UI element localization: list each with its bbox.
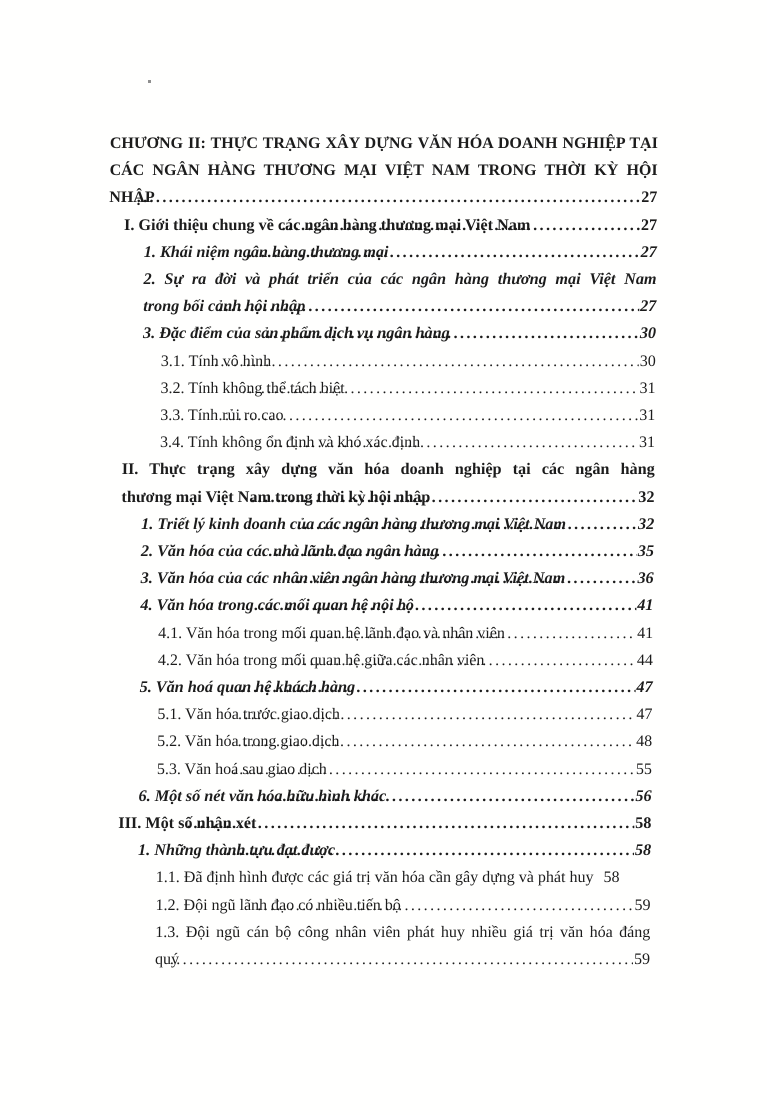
- toc-entry-text: 1. Triết lý kinh doanh của các ngân hàng thương mại Việt Nam: [141, 514, 567, 533]
- toc-entry-last-line: [158, 620, 653, 647]
- toc-entry-last-line: [140, 674, 653, 701]
- dot-leader: [184, 810, 634, 837]
- page-number: 35: [637, 542, 655, 561]
- toc-entry-text: 6. Một số nét văn hóa hữu hình khác: [138, 786, 387, 805]
- dot-leader: [248, 484, 637, 511]
- dot-leader: [294, 511, 637, 538]
- dot-leader: [216, 293, 640, 320]
- page-number: 27: [640, 242, 657, 261]
- toc-entry-last-line: [124, 212, 657, 239]
- dot-leader: [235, 728, 636, 755]
- toc-entry-text: 1. Những thành tựu đạt được: [137, 841, 336, 860]
- dot-leader: [294, 565, 637, 592]
- toc-entry-last-line: [141, 538, 654, 565]
- toc-entry-text: 3.3. Tính rủi ro cao: [160, 407, 284, 425]
- toc-entry: [102, 892, 650, 919]
- page-number: 41: [637, 596, 654, 615]
- toc-entry: [107, 375, 655, 402]
- page-number: 32: [638, 487, 655, 506]
- toc-entry-last-line: [141, 565, 654, 592]
- page-number: 41: [637, 624, 654, 642]
- dot-leader: [254, 892, 633, 919]
- toc-entry-text: III. Một số nhận xét: [118, 814, 257, 833]
- toc-entry: [106, 565, 654, 592]
- toc-entry-text: trong bối cảnh hội nhập: [143, 297, 306, 316]
- toc-entry-last-line: [160, 375, 655, 402]
- toc-entry-last-line: [143, 320, 656, 347]
- toc-entry-text-line: CÁC NGÂN HÀNG THƯƠNG MẠI VIỆT NAM TRONG THỜI KỲ HỘI: [109, 162, 658, 180]
- toc-entry: [107, 429, 655, 456]
- toc-entry: [108, 266, 657, 320]
- toc-entry-text: 5. Văn hoá quan hệ khách hàng: [139, 678, 356, 697]
- toc-entry-text: 4.1. Văn hóa trong mối quan hệ lãnh đạo và nhân viên: [158, 624, 505, 642]
- toc-entry-last-line: [156, 864, 651, 891]
- toc-entry-last-line: [140, 592, 653, 619]
- toc-entry-last-line: [141, 511, 654, 538]
- toc-entry: [108, 320, 656, 347]
- dot-leader: [215, 402, 638, 429]
- toc-entry: [104, 756, 652, 783]
- dot-leader: [251, 592, 636, 619]
- toc-entry-last-line: [155, 892, 650, 919]
- page-number: 55: [635, 760, 652, 778]
- toc-entry-text-line: II. Thực trạng xây dựng văn hóa doanh nghiệp tại các ngân hàng: [121, 460, 655, 479]
- toc-entry: [106, 456, 655, 510]
- toc-entry: [105, 647, 653, 674]
- page-number: 47: [636, 706, 653, 724]
- toc-entry-text-line: CHƯƠNG II: THỰC TRẠNG XÂY DỰNG VĂN HÓA DOANH NGHIỆP TẠI: [109, 135, 658, 152]
- toc-entry-text: 2. Văn hóa của các nhà lãnh đạo ngân hàng: [140, 542, 439, 561]
- page-number: 27: [640, 215, 658, 234]
- toc-entry: [108, 348, 656, 375]
- toc-entry: [104, 728, 652, 755]
- toc-entry: [103, 864, 651, 891]
- toc-entry-text: 1.1. Đã định hình được các giá trị văn hóa cần gây dựng và phát huy: [155, 869, 594, 887]
- toc-entry-text: 3. Văn hóa của các nhân viên ngân hàng thương mại Việt Nam: [140, 569, 566, 588]
- toc-entry: [105, 592, 653, 619]
- toc-entry-last-line: [109, 184, 657, 211]
- toc-entry: [105, 620, 653, 647]
- toc-entry-text: 1.2. Đội ngũ lãnh đạo có nhiều tiến bộ: [155, 896, 401, 914]
- toc-entry-text: 5.2. Văn hóa trong giao dịch: [157, 733, 340, 751]
- dot-leader: [230, 756, 635, 783]
- dot-leader: [281, 647, 636, 674]
- page-number: 36: [637, 569, 654, 588]
- page-number: 32: [637, 514, 655, 533]
- dot-leader: [231, 674, 635, 701]
- toc-entry-text: thương mại Việt Nam trong thời kỳ hội nhập: [121, 487, 431, 506]
- dot-leader: [241, 783, 634, 810]
- toc-entry-last-line: [157, 728, 652, 755]
- toc-entry-text: 4.2. Văn hóa trong mối quan hệ giữa các nhân viên: [157, 651, 485, 669]
- page-number: 58: [634, 841, 652, 860]
- page-number: 44: [636, 651, 653, 669]
- toc-entry-text-line: 1.3. Đội ngũ cán bộ công nhân viên phát huy nhiều giá trị văn hóa đáng: [155, 923, 651, 941]
- toc-entry-text: 5.1. Văn hóa trước giao dịch: [157, 706, 341, 724]
- page-number: 59: [634, 896, 651, 914]
- page-number: 58: [635, 814, 652, 833]
- toc-entry-text: 1. Khái niệm ngân hàng thương mại: [143, 242, 389, 261]
- toc-entry-last-line: [158, 647, 653, 674]
- dot-leader: [259, 538, 637, 565]
- toc-entry-last-line: [138, 837, 651, 864]
- toc-entry-text: I. Giới thiệu chung về các ngân hàng thương mại Việt Nam: [124, 215, 531, 234]
- dot-leader: [134, 184, 641, 211]
- dot-leader: [239, 375, 639, 402]
- page-number: 31: [638, 434, 656, 452]
- toc-entry-text: 5.3. Văn hoá sau giao dịch: [156, 760, 327, 778]
- dot-leader: [279, 212, 640, 239]
- scan-artifact-dot: [148, 80, 151, 83]
- toc-entry-last-line: [144, 239, 657, 266]
- toc-entry-text: quý: [154, 951, 180, 969]
- dot-leader: [167, 946, 633, 973]
- dot-leader: [264, 320, 639, 347]
- page-number: 30: [639, 352, 656, 370]
- page-number: 31: [639, 379, 656, 397]
- toc-entry-last-line: [160, 402, 655, 429]
- dot-leader: [235, 701, 636, 728]
- page-number: 27: [640, 297, 657, 316]
- toc-entry-text: 4. Văn hóa trong các mối quan hệ nội bộ: [140, 596, 414, 615]
- toc-entry-text: NHẬP: [109, 189, 155, 207]
- toc-entry-last-line: [121, 484, 654, 511]
- toc-entry-text-line: 2. Sự ra đời và phát triển của các ngân hàng thương mại Việt Nam: [143, 270, 657, 289]
- toc-entry-last-line: [118, 810, 651, 837]
- page-number: 56: [635, 786, 652, 805]
- toc-entry: [103, 810, 651, 837]
- toc-entry-last-line: [157, 701, 652, 728]
- toc-entry-text: 3.4. Tính không ổn định và khó xác định: [159, 434, 421, 452]
- toc-entry: [107, 402, 655, 429]
- toc-entry-text: 3.2. Tính không thể tách biệt: [160, 379, 345, 397]
- toc-entry: [109, 212, 657, 239]
- toc-entry-last-line: [143, 293, 656, 320]
- dot-leader: [287, 620, 637, 647]
- toc-entry-text: 3. Đặc điểm của sản phẩm dịch vụ ngân hàng: [142, 324, 450, 343]
- toc-entry: [102, 919, 651, 973]
- toc-entry: [105, 674, 653, 701]
- dot-leader: [223, 837, 634, 864]
- toc-entry-last-line: [161, 348, 656, 375]
- dot-leader: [263, 429, 638, 456]
- toc-entry: [103, 783, 651, 810]
- toc-entry: [109, 130, 658, 212]
- toc-entry: [103, 837, 651, 864]
- toc-entry-last-line: [155, 946, 650, 973]
- page-number: 30: [639, 324, 657, 343]
- table-of-contents: [102, 130, 658, 973]
- page-number: 47: [636, 678, 653, 697]
- page-number: 31: [639, 407, 656, 425]
- toc-entry: [109, 239, 657, 266]
- toc-entry-last-line: [160, 429, 655, 456]
- dot-leader: [245, 239, 639, 266]
- toc-entry-text: 3.1. Tính vô hình: [160, 352, 272, 370]
- toc-entry: [106, 511, 654, 538]
- page-number: 59: [633, 951, 651, 969]
- page-number: 27: [641, 189, 658, 207]
- toc-entry: [104, 701, 652, 728]
- toc-entry-last-line: [157, 756, 652, 783]
- page-number: 48: [636, 733, 653, 751]
- toc-entry: [106, 538, 654, 565]
- toc-entry-last-line: [138, 783, 651, 810]
- page-number: 58: [603, 869, 620, 887]
- dot-leader: [211, 348, 639, 375]
